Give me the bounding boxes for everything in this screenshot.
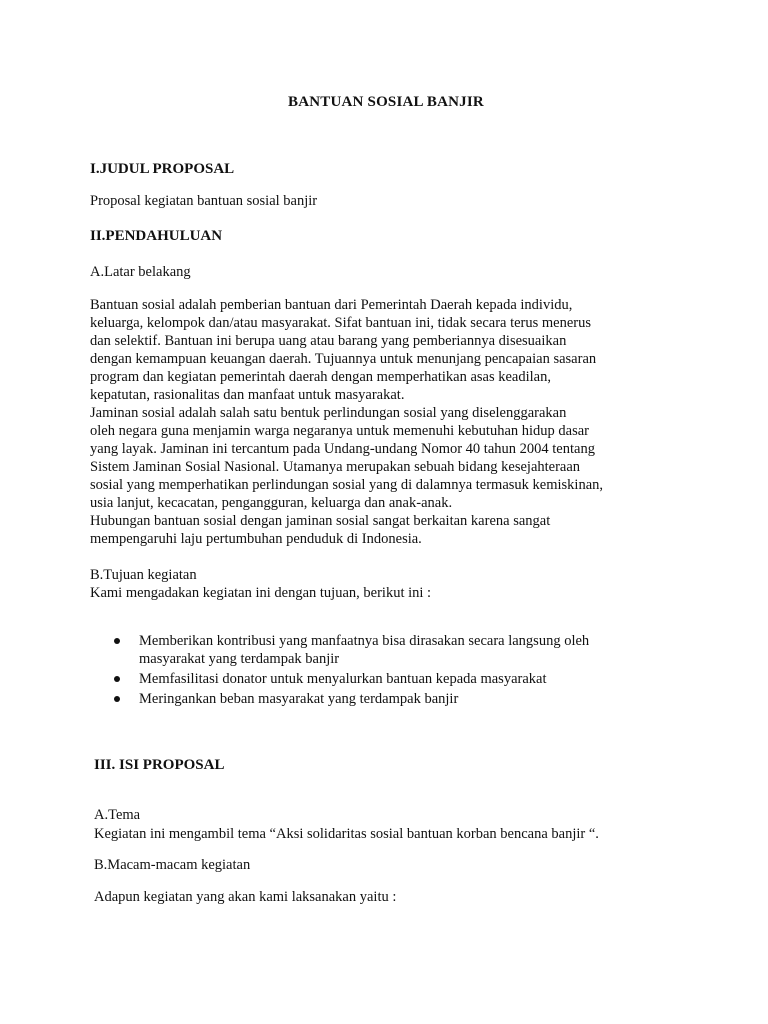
paragraph-line: dengan kemampuan keuangan daerah. Tujuannya untuk menunjang pencapaian sasaran bbox=[90, 351, 597, 367]
bullet-line: masyarakat yang terdampak banjir bbox=[139, 651, 340, 667]
section-2-heading: II.PENDAHULUAN bbox=[90, 228, 223, 244]
paragraph-line: Hubungan bantuan sosial dengan jaminan sosial sangat berkaitan karena sangat bbox=[90, 513, 551, 529]
latar-belakang-paragraph bbox=[90, 296, 650, 548]
paragraph-line: Bantuan sosial adalah pemberian bantuan dari Pemerintah Daerah kepada individu, bbox=[90, 297, 573, 313]
bullet-line: Memberikan kontribusi yang manfaatnya bisa dirasakan secara langsung oleh bbox=[139, 633, 590, 649]
list-item bbox=[110, 670, 670, 688]
bullet-line: Meringankan beban masyarakat yang terdampak banjir bbox=[139, 691, 459, 707]
tujuan-kegiatan-intro: Kami mengadakan kegiatan ini dengan tujuan, berikut ini : bbox=[90, 585, 432, 601]
paragraph-line: usia lanjut, kecacatan, pengangguran, keluarga dan anak-anak. bbox=[90, 495, 453, 511]
section-1-text: Proposal kegiatan bantuan sosial banjir bbox=[90, 193, 318, 209]
bullet-icon bbox=[114, 696, 120, 702]
latar-belakang-label: A.Latar belakang bbox=[90, 264, 191, 280]
paragraph-line: kepatutan, rasionalitas dan manfaat untuk masyarakat. bbox=[90, 387, 405, 403]
paragraph-line: mempengaruhi laju pertumbuhan penduduk di Indonesia. bbox=[90, 531, 422, 547]
bullet-icon bbox=[114, 676, 120, 682]
bullet-icon bbox=[114, 638, 120, 644]
paragraph-line: Jaminan sosial adalah salah satu bentuk perlindungan sosial yang diselenggarakan bbox=[90, 405, 567, 421]
paragraph-line: sosial yang memperhatikan perlindungan sosial yang di dalamnya termasuk kemiskinan, bbox=[90, 477, 604, 493]
paragraph-line: dan selektif. Bantuan ini berupa uang atau barang yang pemberiannya disesuaikan bbox=[90, 333, 567, 349]
paragraph-line: program dan kegiatan pemerintah daerah dengan memperhatikan asas keadilan, bbox=[90, 369, 551, 385]
bullet-line: Memfasilitasi donator untuk menyalurkan bantuan kepada masyarakat bbox=[139, 671, 547, 687]
document-title: BANTUAN SOSIAL BANJIR bbox=[288, 94, 484, 110]
list-item bbox=[110, 690, 670, 708]
macam-kegiatan-label: B.Macam-macam kegiatan bbox=[94, 857, 251, 873]
section-3-heading: III. ISI PROPOSAL bbox=[94, 757, 225, 773]
paragraph-line: yang layak. Jaminan ini tercantum pada Undang-undang Nomor 40 tahun 2004 tentang bbox=[90, 441, 595, 457]
paragraph-line: oleh negara guna menjamin warga negaranya untuk memenuhi kebutuhan hidup dasar bbox=[90, 423, 590, 439]
section-1-heading: I.JUDUL PROPOSAL bbox=[90, 161, 235, 177]
macam-kegiatan-text: Adapun kegiatan yang akan kami laksanakan yaitu : bbox=[94, 889, 397, 905]
paragraph-line: keluarga, kelompok dan/atau masyarakat. Sifat bantuan ini, tidak secara terus menerus bbox=[90, 315, 592, 331]
tujuan-kegiatan-label: B.Tujuan kegiatan bbox=[90, 567, 197, 583]
tema-label: A.Tema bbox=[94, 807, 141, 823]
tujuan-bullet-list bbox=[110, 632, 670, 710]
list-item bbox=[110, 632, 670, 668]
paragraph-line: Sistem Jaminan Sosial Nasional. Utamanya merupakan sebuah bidang kesejahteraan bbox=[90, 459, 581, 475]
tema-text: Kegiatan ini mengambil tema “Aksi solidaritas sosial bantuan korban bencana banjir “. bbox=[94, 826, 599, 842]
